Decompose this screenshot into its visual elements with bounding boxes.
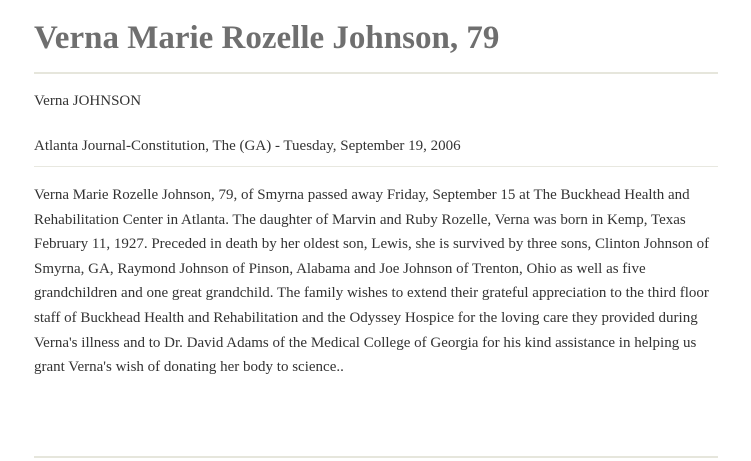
obituary-article: [34, 0, 718, 376]
footer-divider: [34, 456, 718, 458]
title-divider: [34, 72, 718, 74]
publication-source: Atlanta Journal-Constitution, The (GA) - Tuesday, September 19, 2006: [34, 138, 461, 154]
article-body: Verna Marie Rozelle Johnson, 79, of Smyrna passed away Friday, September 15 at The Buckhead Health and Rehabilitation Center in Atlanta. The daughter of Marvin and Ruby Rozelle, Verna was born in Kemp, Texas February 11, 1927. Preceded in death by her oldest son, Lewis, she is survived by three sons, Clinton Johnson of Smyrna, GA, Raymond Johnson of Pinson, Alabama and Joe Johnson of Trenton, Ohio as well as five grandchildren and one great grandchild. The family wishes to extend their grateful appreciation to the third floor staff of Buckhead Health and Rehabilitation and the Odyssey Hospice for the loving care they provided during Verna's illness and to Dr. David Adams of the Medical College of Georgia for his kind assistance in helping us grant Verna's wish of donating her body to science..: [34, 187, 710, 376]
header-divider: [34, 166, 718, 167]
deceased-name: Verna JOHNSON: [34, 93, 142, 109]
article-title: Verna Marie Rozelle Johnson, 79: [34, 20, 500, 56]
